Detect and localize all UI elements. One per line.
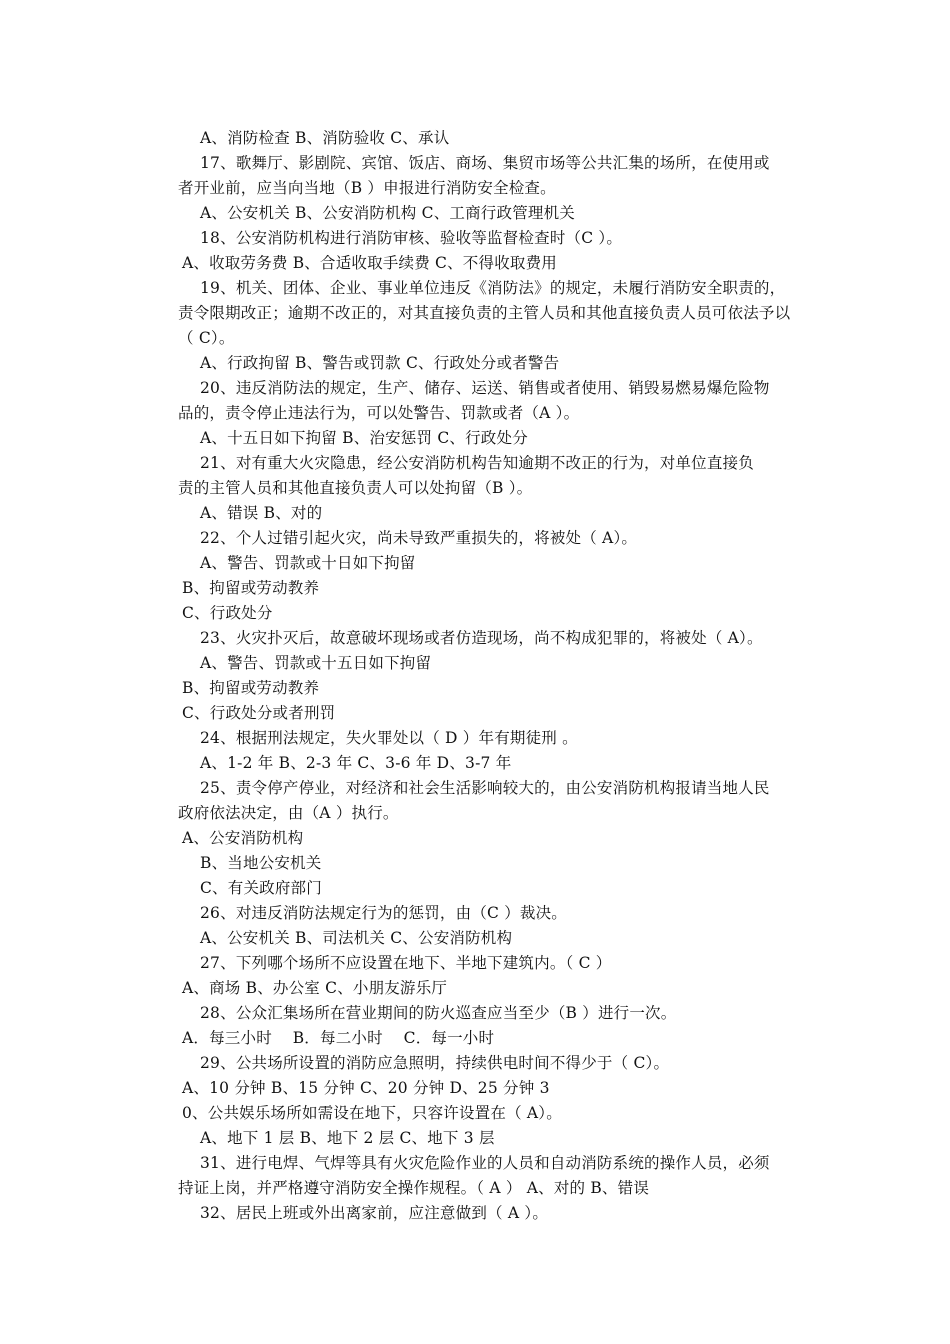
text-line: C、行政处分 — [182, 604, 273, 622]
question-22: 22、个人过错引起火灾，尚未导致严重损失的，将被处（ A）。 — [200, 529, 638, 547]
question-31: 31、进行电焊、气焊等具有火灾危险作业的人员和自动消防系统的操作人员，必须 — [200, 1154, 770, 1172]
text-line: A、公安机关 B、公安消防机构 C、工商行政管理机关 — [200, 204, 575, 222]
question-18: 18、公安消防机构进行消防审核、验收等监督检查时（C ）。 — [200, 229, 623, 247]
text-line: B、拘留或劳动教养 — [182, 579, 320, 597]
text-line: 者开业前，应当向当地（B ）申报进行消防安全检查。 — [178, 179, 556, 197]
text-line: A、1-2 年 B、2-3 年 C、3-6 年 D、3-7 年 — [200, 754, 512, 772]
text-line: A、公安机关 B、司法机关 C、公安消防机构 — [200, 929, 513, 947]
text-line: A、警告、罚款或十五日如下拘留 — [200, 654, 432, 672]
text-line: A、行政拘留 B、警告或罚款 C、行政处分或者警告 — [200, 354, 560, 372]
text-line: A、地下 1 层 B、地下 2 层 C、地下 3 层 — [200, 1129, 495, 1147]
text-line: A、错误 B、对的 — [200, 504, 323, 522]
question-30: 0、公共娱乐场所如需设在地下，只容许设置在（ A）。 — [182, 1104, 562, 1122]
text-line: 持证上岗，并严格遵守消防安全操作规程。（ A ） A、对的 B、错误 — [178, 1179, 650, 1197]
text-line: （ C）。 — [178, 329, 235, 347]
question-27: 27、下列哪个场所不应设置在地下、半地下建筑内。（ C ） — [200, 954, 612, 972]
question-21: 21、对有重大火灾隐患，经公安消防机构告知逾期不改正的行为，对单位直接负 — [200, 454, 754, 472]
text-line: 政府依法决定，由（A ）执行。 — [178, 804, 399, 822]
text-line: A、收取劳务费 B、合适收取手续费 C、不得收取费用 — [182, 254, 557, 272]
question-26: 26、对违反消防法规定行为的惩罚，由（C ）裁决。 — [200, 904, 568, 922]
text-line: 品的，责令停止违法行为，可以处警告、罚款或者（A ）。 — [178, 404, 580, 422]
text-line: A、消防检查 B、消防验收 C、承认 — [200, 129, 450, 147]
question-25: 25、责令停产停业，对经济和社会生活影响较大的，由公安消防机构报请当地人民 — [200, 779, 770, 797]
question-32: 32、居民上班或外出离家前，应注意做到（ A ）。 — [200, 1204, 549, 1222]
question-29: 29、公共场所设置的消防应急照明，持续供电时间不得少于（ C）。 — [200, 1054, 670, 1072]
text-line: B、当地公安机关 — [200, 854, 322, 872]
text-line: A、商场 B、办公室 C、小朋友游乐厅 — [182, 979, 448, 997]
question-20: 20、违反消防法的规定，生产、储存、运送、销售或者使用、销毁易燃易爆危险物 — [200, 379, 770, 397]
text-line: B、拘留或劳动教养 — [182, 679, 320, 697]
text-line: A、警告、罚款或十日如下拘留 — [200, 554, 416, 572]
text-line: A．每三小时 B．每二小时 C．每一小时 — [182, 1029, 495, 1047]
question-19: 19、机关、团体、企业、事业单位违反《消防法》的规定，未履行消防安全职责的， — [200, 279, 786, 297]
text-line: 责的主管人员和其他直接负责人可以处拘留（B ）。 — [178, 479, 533, 497]
question-28: 28、公众汇集场所在营业期间的防火巡查应当至少（B ）进行一次。 — [200, 1004, 677, 1022]
question-24: 24、根据刑法规定，失火罪处以（ D ）年有期徒刑 。 — [200, 729, 578, 747]
text-line: A、公安消防机构 — [182, 829, 304, 847]
text-line: A、十五日如下拘留 B、治安惩罚 C、行政处分 — [200, 429, 528, 447]
question-17: 17、歌舞厅、影剧院、宾馆、饭店、商场、集贸市场等公共汇集的场所，在使用或 — [200, 154, 770, 172]
text-line: 责令限期改正；逾期不改正的，对其直接负责的主管人员和其他直接负责人员可依法予以 — [178, 304, 791, 322]
question-23: 23、火灾扑灭后，故意破坏现场或者仿造现场，尚不构成犯罪的，将被处（ A）。 — [200, 629, 763, 647]
text-line: C、有关政府部门 — [200, 879, 322, 897]
text-line: A、10 分钟 B、15 分钟 C、20 分钟 D、25 分钟 3 — [182, 1079, 550, 1097]
text-line: C、行政处分或者刑罚 — [182, 704, 336, 722]
